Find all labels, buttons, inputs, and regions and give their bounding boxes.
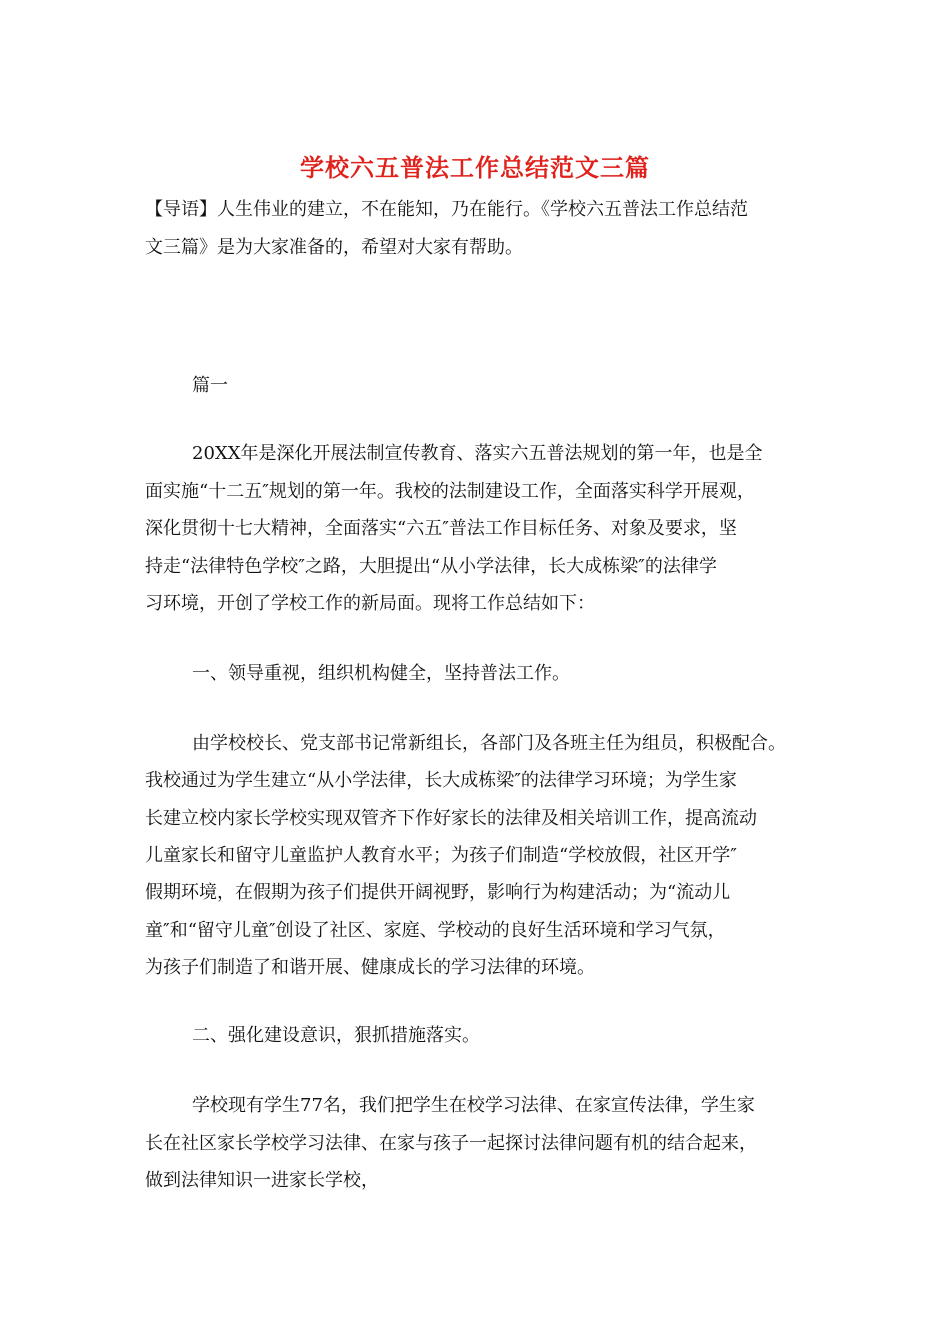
paragraph1-line-2: 面实施“十二五″规划的第一年。我校的法制建设工作，全面落实科学开展观， bbox=[145, 481, 755, 502]
paragraph2-line-1: 由学校校长、党支部书记常新组长，各部门及各班主任为组员，积极配合。 bbox=[192, 733, 786, 754]
paragraph3-line-2: 长在社区家长学校学习法律、在家与孩子一起探讨法律问题有机的结合起来， bbox=[145, 1133, 757, 1154]
paragraph1-line-4: 持走“法律特色学校″之路，大胆提出“从小学法律，长大成栋梁″的法律学 bbox=[145, 556, 717, 577]
document-title: 学校六五普法工作总结范文三篇 bbox=[300, 153, 650, 182]
paragraph3-line-3: 做到法律知识一进家长学校， bbox=[145, 1170, 379, 1191]
paragraph2-line-6: 童″和“留守儿童″创设了社区、家庭、学校动的良好生活环境和学习气氛， bbox=[145, 920, 726, 941]
paragraph1-line-5: 习环境，开创了学校工作的新局面。现将工作总结如下： bbox=[145, 593, 595, 614]
paragraph2-line-5: 假期环境，在假期为孩子们提供开阔视野，影响行为构建活动；为“流动儿 bbox=[145, 882, 731, 903]
heading-2: 二、强化建设意识，狠抓措施落实。 bbox=[192, 1025, 480, 1046]
paragraph2-line-2: 我校通过为学生建立“从小学法律，长大成栋梁″的法律学习环境；为学生家 bbox=[145, 770, 737, 791]
paragraph2-line-3: 长建立校内家长学校实现双管齐下作好家长的法律及相关培训工作，提高流动 bbox=[145, 808, 757, 829]
intro-line-2: 文三篇》是为大家准备的，希望对大家有帮助。 bbox=[145, 237, 523, 258]
paragraph2-line-4: 儿童家长和留守儿童监护人教育水平；为孩子们制造“学校放假，社区开学″ bbox=[145, 845, 737, 866]
paragraph1-line-3: 深化贯彻十七大精神，全面落实“六五″普法工作目标任务、对象及要求，坚 bbox=[145, 518, 737, 539]
intro-line-1: 【导语】人生伟业的建立，不在能知，乃在能行。《学校六五普法工作总结范 bbox=[145, 199, 748, 220]
paragraph2-line-7: 为孩子们制造了和谐开展、健康成长的学习法律的环境。 bbox=[145, 957, 595, 978]
paragraph1-line-1: 20XX年是深化开展法制宣传教育、落实六五普法规划的第一年，也是全 bbox=[192, 443, 763, 464]
paragraph3-line-1: 学校现有学生77名，我们把学生在校学习法律、在家宣传法律，学生家 bbox=[192, 1095, 755, 1116]
heading-1: 一、领导重视，组织机构健全，坚持普法工作。 bbox=[192, 663, 570, 684]
section-label: 篇一 bbox=[192, 375, 228, 396]
